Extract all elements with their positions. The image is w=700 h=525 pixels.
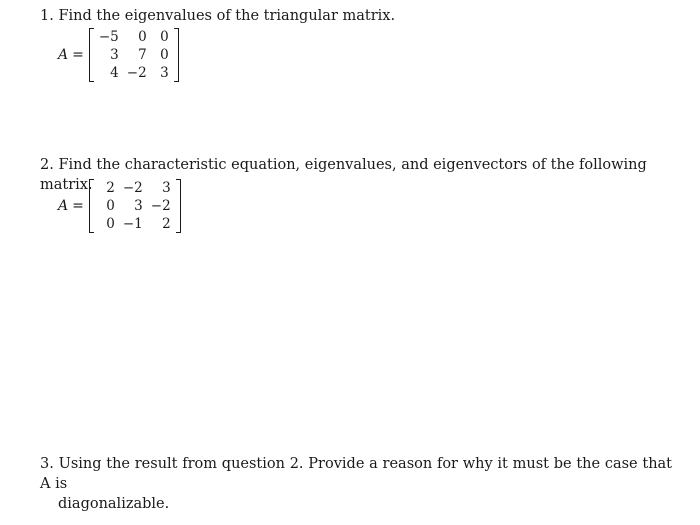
matrix-1-cell: 3 (110, 47, 119, 63)
matrix-1-cell: −5 (98, 29, 119, 45)
question-3-text-line2: diagonalizable. (58, 496, 170, 512)
matrix-2-cell: 2 (106, 180, 115, 196)
matrix-1-cell: 0 (160, 47, 169, 63)
equals-sign: = (72, 47, 84, 63)
question-3 (40, 454, 672, 514)
matrix-1 (89, 28, 179, 82)
matrix-1-cell: 4 (110, 65, 119, 81)
question-3-text-line1: Using the result from question 2. Provide a reason for why it must be the case that A is (40, 456, 673, 492)
matrix-1-row (95, 64, 173, 82)
question-2-equation (58, 179, 181, 233)
question-2-number: 2. (40, 157, 54, 173)
matrix-2-cell: 3 (134, 198, 143, 214)
matrix-1-cell: −2 (126, 65, 147, 81)
matrix-1-row (95, 28, 173, 46)
equals-sign: = (72, 198, 84, 214)
matrix-1-cell: 7 (138, 47, 147, 63)
matrix-2-row (95, 197, 175, 215)
matrix-1-cell: 3 (160, 65, 169, 81)
question-1 (40, 6, 395, 26)
matrix-2-cell: 0 (106, 198, 115, 214)
matrix-2-cell: 2 (162, 216, 171, 232)
matrix-2 (89, 179, 181, 233)
matrix-1-cell: 0 (138, 29, 147, 45)
matrix-2-label: A (58, 198, 69, 214)
question-3-number: 3. (40, 456, 54, 472)
matrix-2-cell: 0 (106, 216, 115, 232)
matrix-2-cell: −2 (150, 198, 171, 214)
question-1-text: Find the eigenvalues of the triangular matrix. (58, 8, 396, 24)
matrix-2-cell: −1 (122, 216, 143, 232)
question-1-equation (58, 28, 179, 82)
matrix-2-cell: 3 (162, 180, 171, 196)
matrix-1-cell: 0 (160, 29, 169, 45)
matrix-1-row (95, 46, 173, 64)
matrix-2-row (95, 215, 175, 233)
question-2-text: Find the characteristic equation, eigenvalues, and eigenvectors of the following matrix. (40, 157, 647, 193)
matrix-2-cell: −2 (122, 180, 143, 196)
question-1-number: 1. (40, 8, 54, 24)
matrix-1-label: A (58, 47, 69, 63)
matrix-2-row (95, 179, 175, 197)
